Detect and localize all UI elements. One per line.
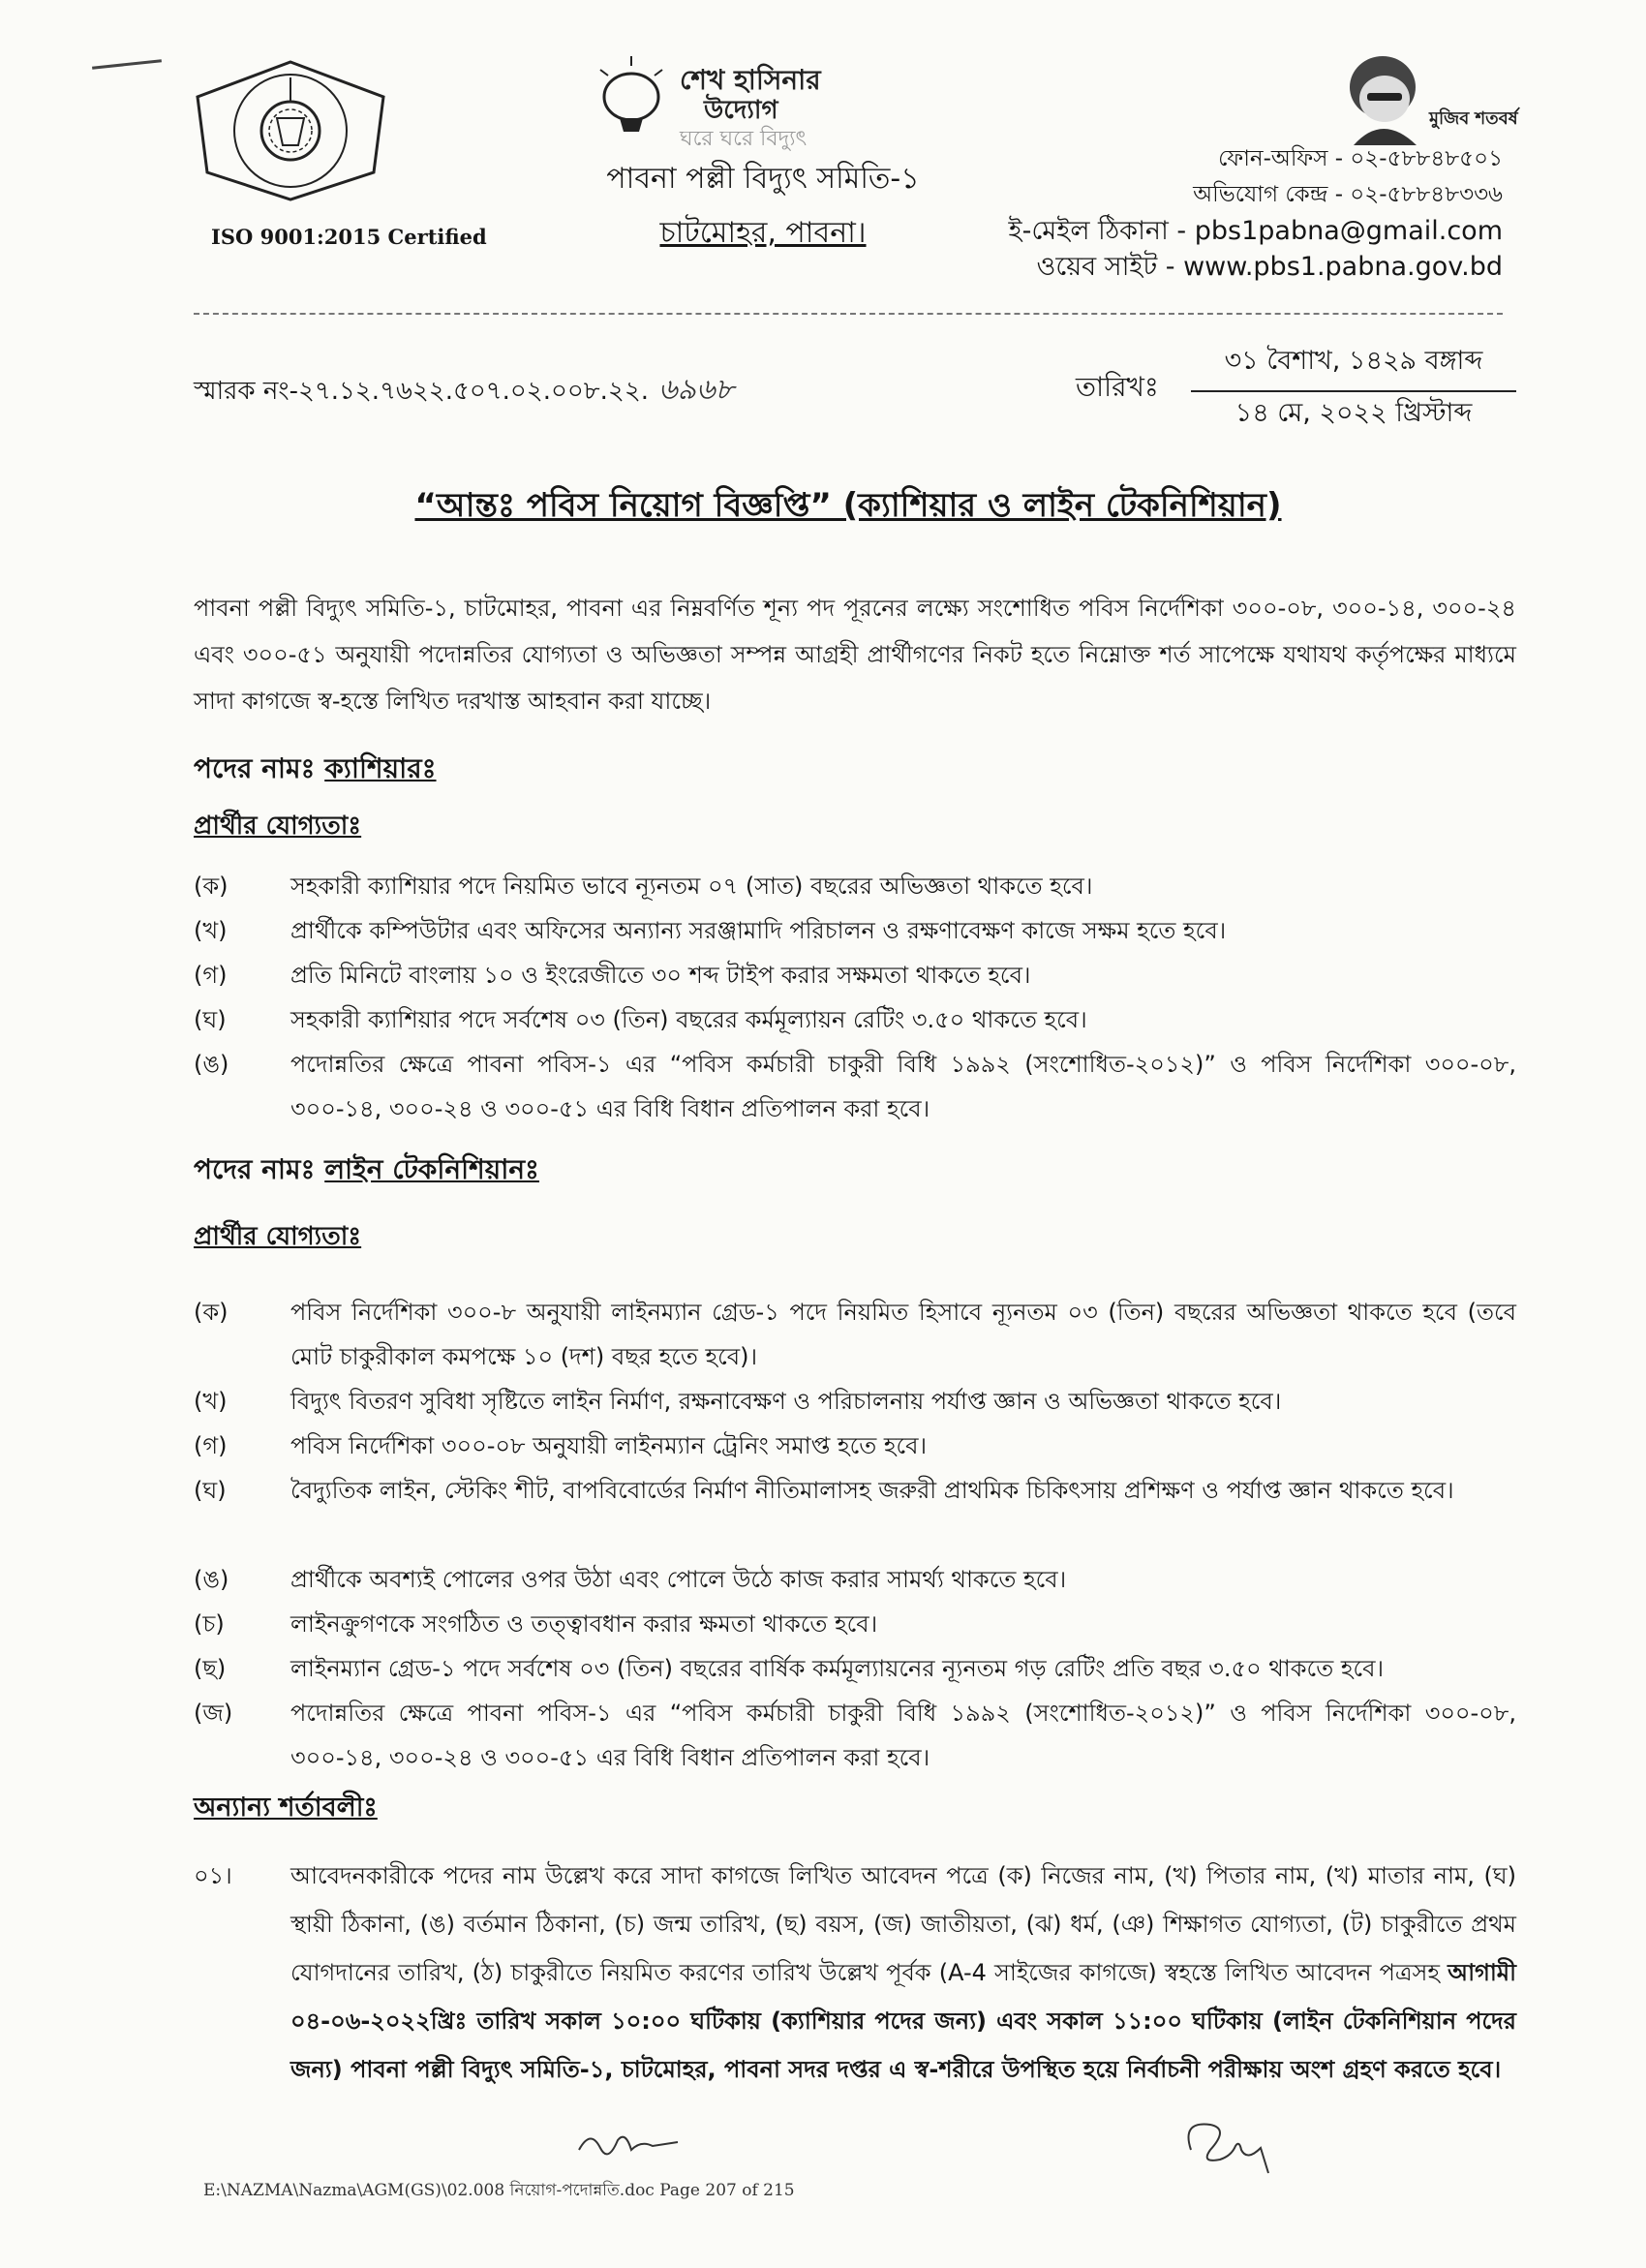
mujib-logo-text: মুজিব শতবর্ষ xyxy=(1429,108,1518,129)
cashier-item: (গ) প্রতি মিনিটে বাংলায় ১০ ও ইংরেজীতে ৩০ শব্দ টাইপ করার সক্ষমতা থাকতে হবে। xyxy=(194,962,1031,989)
pbs-logo xyxy=(190,58,391,203)
lineman-qualification-subheading: প্রার্থীর যোগ্যতাঃ xyxy=(194,1222,362,1251)
date-gregorian: ১৪ মে, ২০২২ খ্রিস্টাব্দ xyxy=(1234,398,1473,428)
sheikh-hasina-initiative-logo xyxy=(593,50,931,157)
lineman-item: (ক) পবিস নির্দেশিকা ৩০০-৮ অনুযায়ী লাইনম্যান গ্রেড-১ পদে নিয়মিত হিসাবে ন্যূনতম ০৩ (তিন) বছরের অভিজ্ঞতা থাকতে হবে (তবে মোট চাকুরীকাল কমপক্ষে ১০ (দশ) বছর হতে হবে)। xyxy=(194,1299,1516,1370)
cashier-item: (খ) প্রার্থীকে কম্পিউটার এবং অফিসের অন্যান্য সরঞ্জামাদি পরিচালন ও রক্ষণাবেক্ষণ কাজে সক্ষম হতে হবে। xyxy=(194,917,1227,944)
email-address: ই-মেইল ঠিকানা - pbs1pabna@gmail.com xyxy=(1008,216,1503,246)
file-path-footer: E:\NAZMA\Nazma\AGM(GS)\02.008 নিয়োগ-পদোন্নতি.doc Page 207 of 215 xyxy=(203,2181,795,2200)
other-terms-heading: অন্যান্য শর্তাবলীঃ xyxy=(194,1793,378,1823)
lineman-item: (চ) লাইনক্রুগণকে সংগঠিত ও তত্ত্বাবধান করার ক্ষমতা থাকতে হবে। xyxy=(194,1610,878,1638)
phone-office: ফোন-অফিস - ০২-৫৮৮৪৮৫০১ xyxy=(1218,146,1503,171)
logo-text-line1: শেখ হাসিনার xyxy=(680,64,821,96)
logo-text-line2: উদ্যোগ xyxy=(704,96,778,125)
lineman-item: (ঘ) বৈদ্যুতিক লাইন, স্টেকিং শীট, বাপবিবোর্ডের নির্মাণ নীতিমালাসহ জরুরী প্রাথমিক চিকিৎসায় প্রশিক্ষণ ও পর্যাপ্ত জ্ঞান থাকতে হবে। xyxy=(194,1477,1454,1504)
lineman-item: (খ) বিদ্যুৎ বিতরণ সুবিধা সৃষ্টিতে লাইন নির্মাণ, রক্ষনাবেক্ষণ ও পরিচালনায় পর্যাপ্ত জ্ঞান ও অভিজ্ঞতা থাকতে হবে। xyxy=(194,1388,1282,1415)
cashier-item: (ঘ) সহকারী ক্যাশিয়ার পদে সর্বশেষ ০৩ (তিন) বছরের কর্মমূল্যায়ন রেটিং ৩.৫০ থাকতে হবে। xyxy=(194,1006,1087,1033)
other-terms-item: ০১। আবেদনকারীকে পদের নাম উল্লেখ করে সাদা কাগজে লিখিত আবেদন পত্রে (ক) নিজের নাম, (খ) পিতার নাম, (খ) মাতার নাম, (ঘ) স্থায়ী ঠিকানা, (ঙ) বর্তমান ঠিকানা, (চ) জন্ম তারিখ, (ছ) বয়স, (জ) জাতীয়তা, (ঝ) ধর্ম, (ঞ) শিক্ষাগত যোগ্যতা, (ট) চাকুরীতে প্রথম যোগদানের তারিখ, (ঠ) চাকুরীতে নিয়মিত করণের তারিখ উল্লেখ পূর্বক (A-4 সাইজের কাগজে) স্বহস্তে লিখিত আবেদন পত্রসহ আগামী ০৪-০৬-২০২২খ্রিঃ তারিখ সকাল ১০:০০ ঘটিকায় (ক্যাশিয়ার পদের জন্য) এবং সকাল ১১:০০ ঘটিকায় (লাইন টেকনিশিয়ান পদের জন্য) পাবনা পল্লী বিদ্যুৎ সমিতি-১, চাটমোহর, পাবনা সদর দপ্তর এ স্ব-শরীরে উপস্থিত হয়ে নির্বাচনী পরীক্ষায় অংশ গ্রহণ করতে হবে। xyxy=(194,1862,1516,2083)
initial-signature xyxy=(571,2121,687,2169)
cashier-qualification-subheading: প্রার্থীর যোগ্যতাঃ xyxy=(194,812,362,841)
lineman-item: (ছ) লাইনম্যান গ্রেড-১ পদে সর্বশেষ ০৩ (তিন) বছরের বার্ষিক কর্মমূল্যায়নের ন্যূনতম গড় রেটিং প্রতি বছর ৩.৫০ থাকতে হবে। xyxy=(194,1655,1385,1682)
date-label: তারিখঃ xyxy=(1076,371,1159,403)
iso-certification: ISO 9001:2015 Certified xyxy=(211,225,487,249)
contact-info xyxy=(959,141,1503,285)
lineman-item: (ঙ) প্রার্থীকে অবশ্যই পোলের ওপর উঠা এবং পোলে উঠে কাজ করার সামর্থ্য থাকতে হবে। xyxy=(194,1566,1067,1593)
website: ওয়েব সাইট - www.pbs1.pabna.gov.bd xyxy=(1036,252,1503,282)
cashier-heading: পদের নামঃ ক্যাশিয়ারঃ xyxy=(194,752,437,784)
lineman-heading: পদের নামঃ লাইন টেকনিশিয়ানঃ xyxy=(194,1153,539,1185)
header-divider xyxy=(194,313,1503,315)
logo-text-line3: ঘরে ঘরে বিদ্যুৎ xyxy=(680,127,808,151)
date-bangla: ৩১ বৈশাখ, ১৪২৯ বঙ্গাব্দ xyxy=(1191,341,1516,392)
org-name: পাবনা পল্লী বিদ্যুৎ সমিতি-১ xyxy=(606,162,920,196)
cashier-item: (ঙ) পদোন্নতির ক্ষেত্রে পাবনা পবিস-১ এর “পবিস কর্মচারী চাকুরী বিধি ১৯৯২ (সংশোধিত-২০১২)” ও পবিস নির্দেশিকা ৩০০-০৮, ৩০০-১৪, ৩০০-২৪ ও ৩০০-৫১ এর বিধি বিধান প্রতিপালন করা হবে। xyxy=(194,1051,1516,1122)
complaint-center: অভিযোগ কেন্দ্র - ০২-৫৮৮৪৮৩৩৬ xyxy=(1193,182,1503,207)
memo-handwritten-number: ৬৯৬৮ xyxy=(658,373,734,407)
notice-title: “আন্তঃ পবিস নিয়োগ বিজ্ঞপ্তি” (ক্যাশিয়ার ও লাইন টেকনিশিয়ান) xyxy=(414,486,1282,525)
memo-number: স্মারক নং-২৭.১২.৭৬২২.৫০৭.০২.০০৮.২২. ৬৯৬৮ xyxy=(194,373,734,407)
cashier-item: (ক) সহকারী ক্যাশিয়ার পদে নিয়মিত ভাবে ন্যূনতম ০৭ (সাত) বছরের অভিজ্ঞতা থাকতে হবে। xyxy=(194,873,1093,900)
officer-signature xyxy=(1172,2111,1278,2179)
intro-paragraph: পাবনা পল্লী বিদ্যুৎ সমিতি-১, চাটমোহর, পাবনা এর নিম্নবর্ণিত শূন্য পদ পূরনের লক্ষ্যে সংশোধিত পবিস নির্দেশিকা ৩০০-০৮, ৩০০-১৪, ৩০০-২৪ এবং ৩০০-৫১ অনুযায়ী পদোন্নতির যোগ্যতা ও অভিজ্ঞতা সম্পন্ন আগ্রহী প্রার্থীগণের নিকট হতে নিম্নোক্ত শর্ত সাপেক্ষে যথাযথ কর্তৃপক্ষের মাধ্যমে সাদা কাগজে স্ব-হস্তে লিখিত দরখাস্ত আহবান করা যাচ্ছে। xyxy=(194,595,1516,715)
lineman-item: (জ) পদোন্নতির ক্ষেত্রে পাবনা পবিস-১ এর “পবিস কর্মচারী চাকুরী বিধি ১৯৯২ (সংশোধিত-২০১২)” ও পবিস নির্দেশিকা ৩০০-০৮, ৩০০-১৪, ৩০০-২৪ ও ৩০০-৫১ এর বিধি বিধান প্রতিপালন করা হবে। xyxy=(194,1700,1516,1771)
pen-mark xyxy=(92,59,162,70)
org-place: চাটমোহর, পাবনা। xyxy=(659,216,867,250)
mujib-borsho-logo xyxy=(1315,48,1518,145)
lineman-item: (গ) পবিস নির্দেশিকা ৩০০-০৮ অনুযায়ী লাইনম্যান ট্রেনিং সমাপ্ত হতে হবে। xyxy=(194,1432,928,1459)
